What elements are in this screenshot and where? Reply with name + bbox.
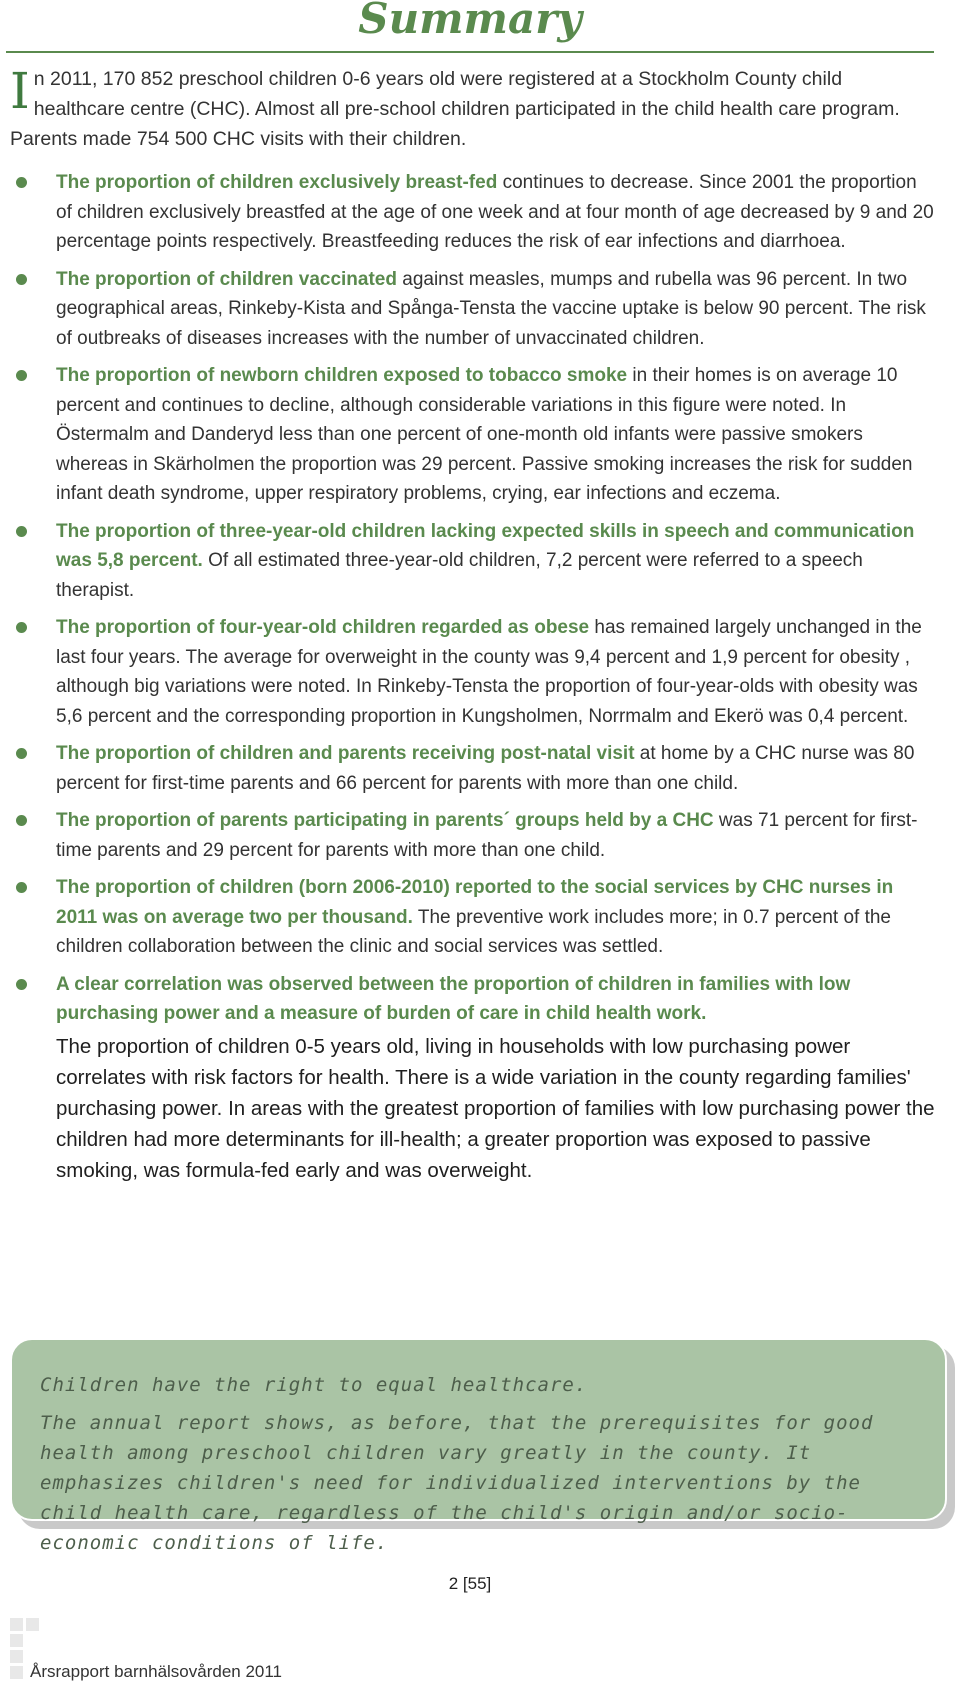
bullet-highlight: A clear correlation was observed between the proportion of children in families with low purchasing power and a measure of burden of care in child health work. (56, 973, 851, 1024)
bullet-highlight: The proportion of children exclusively breast-fed (56, 172, 498, 193)
bullet-vaccination (10, 265, 935, 354)
bullet-speech-skills (10, 517, 935, 606)
bullet-tobacco-smoke (10, 361, 935, 509)
bullet-dot-icon (16, 526, 27, 537)
bullet-text: in their homes is on average 10 percent and continues to decline, although considerable variations in this figure were noted. In Östermalm and Danderyd less than one percent of one-month old infants were passive smokers whereas in Skärholmen the proportion was 29 percent. Passive smoking increases the risk for sudden infant death syndrome, upper respiratory problems, crying, ear infections and eczema. (56, 365, 913, 504)
bullet-dot-icon (16, 274, 27, 285)
bullet-highlight: The proportion of children vaccinated (56, 268, 397, 290)
page-number: 2 [55] (448, 1574, 492, 1593)
bullet-post-natal-visit (10, 739, 935, 798)
bullet-dot-icon (16, 979, 27, 990)
bullet-highlight: The proportion of parents participating in parents´ groups held by a CHC (56, 810, 714, 831)
bullet-purchasing-power (10, 970, 935, 1186)
footer-report-title: Årsrapport barnhälsovården 2011 (30, 1662, 283, 1681)
decorative-square (10, 1666, 23, 1679)
purchasing-power-detail: The proportion of children 0-5 years old, living in households with low purchasing power correlates with risk factors for health. There is a wide variation in the county regarding families' purchasing power. In areas with the greatest proportion of families with low purchasing power the children had more determinants for ill-health; a greater proportion was exposed to passive smoking, was formula-fed early and was overweight. (56, 1034, 935, 1182)
bullet-obesity (10, 613, 935, 731)
bullet-dot-icon (16, 177, 27, 188)
decorative-square (10, 1650, 23, 1663)
bullet-parent-groups (10, 806, 935, 865)
callout-heading: Children have the right to equal healthcare. (40, 1374, 588, 1396)
bullet-text: Of all estimated three-year-old children, 7,2 percent were referred to a speech therapist. (56, 550, 863, 601)
intro-text: n 2011, 170 852 preschool children 0-6 years old were registered at a Stockholm County child healthcare centre (CHC). Almost all pre-school children participated in the child health care program. Parents made 754 500 CHC visits with their children. (10, 68, 900, 150)
title-divider (6, 51, 934, 53)
intro-paragraph (10, 64, 935, 154)
page-title: Summary (358, 0, 582, 43)
bullet-text: The preventive work includes more; in 0.7 percent of the children collaboration between the clinic and social services was settled. (56, 906, 891, 957)
decorative-square (10, 1618, 23, 1631)
bullet-highlight: The proportion of children (born 2006-2010) reported to the social services by CHC nurses in 2011 was on average two per thousand. (56, 877, 894, 928)
bullet-text: at home by a CHC nurse was 80 percent for first-time parents and 66 percent for parents with more than one child. (56, 743, 915, 794)
decorative-square (10, 1634, 23, 1647)
bullet-text: has remained largely unchanged in the last four years. The average for overweight in the county was 9,4 percent and 1,9 percent for obesity , although big variations were noted. In Rinkeby-Tensta the proportion of four-year-olds with obesity was 5,6 percent and the corresponding proportion in Kungsholmen, Norrmalm and Ekerö was 0,4 percent. (56, 617, 922, 727)
bullet-dot-icon (16, 748, 27, 759)
bullet-social-services (10, 873, 935, 962)
decorative-square (26, 1618, 39, 1631)
bullet-text: against measles, mumps and rubella was 96 percent. In two geographical areas, Rinkeby-Kista and Spånga-Tensta the vaccine uptake is below 90 percent. The risk of outbreaks of diseases increases with the number of unvaccinated children. (56, 268, 926, 349)
callout-box (10, 1338, 947, 1554)
bullet-dot-icon (16, 815, 27, 826)
bullet-highlight: The proportion of three-year-old children lacking expected skills in speech and communication was 5,8 percent. (56, 520, 915, 571)
bullet-text: was 71 percent for first-time parents and 29 percent for parents with more than one child. (56, 810, 918, 861)
bullet-breastfeeding (10, 168, 935, 257)
drop-cap: I (10, 62, 30, 120)
bullet-text: continues to decrease. Since 2001 the proportion of children exclusively breastfed at the age of one week and at four month of age decreased by 9 and 20 percentage points respectively. Breastfeeding reduces the risk of ear infections and diarrhoea. (56, 172, 934, 252)
bullet-dot-icon (16, 370, 27, 381)
bullet-dot-icon (16, 882, 27, 893)
bullet-dot-icon (16, 622, 27, 633)
callout-text: The annual report shows, as before, that the prerequisites for good health among preschool children vary greatly in the county. It emphasizes children's need for individualized interventions by the child health care, regardless of the child's origin and/or socio-economic conditions of life. (40, 1412, 874, 1554)
bullet-highlight: The proportion of newborn children exposed to tobacco smoke (56, 365, 628, 386)
bullet-highlight: The proportion of children and parents receiving post-natal visit (56, 743, 635, 764)
summary-bullet-list (10, 168, 935, 1194)
bullet-highlight: The proportion of four-year-old children regarded as obese (56, 617, 590, 638)
